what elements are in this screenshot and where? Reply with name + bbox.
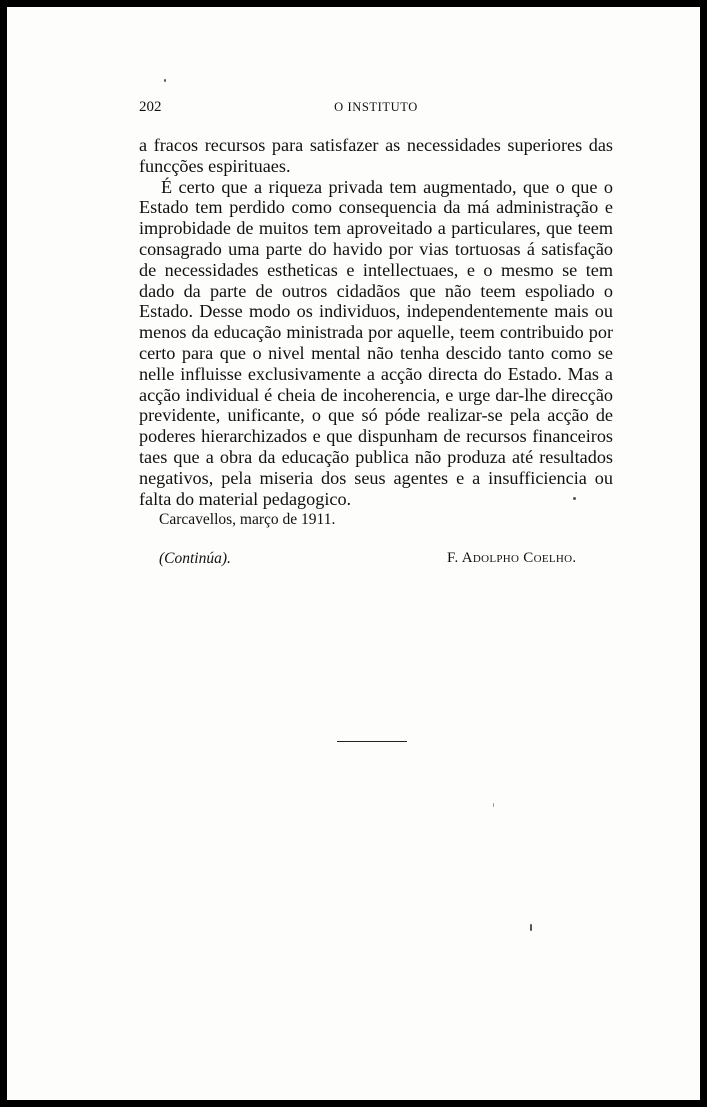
section-divider <box>337 741 407 742</box>
author-signature: F. Adolpho Coelho. <box>447 550 577 566</box>
page-header <box>139 99 613 121</box>
place-and-date: Carcavellos, março de 1911. <box>159 511 336 528</box>
continued-note: (Continúa). <box>159 550 231 567</box>
paragraph-continuation: a fracos recursos para satisfazer as necessidades superiores das funcções espirituaes. <box>139 135 613 176</box>
document-page <box>7 7 700 1100</box>
print-speck <box>493 803 494 807</box>
paragraph-main: É certo que a riqueza privada tem augmentado, que o que o Estado tem perdido como consequencia da má administração e improbidade de muitos tem aproveitado a particulares, que teem consagrado uma parte do havido por vias tortuosas á satisfação de necessidades estheticas e intellectuaes, e o mesmo se tem dado da parte de outros cidadãos que não teem espoliado o Estado. Desse modo os individuos, independentemente mais ou menos da educação ministrada por aquelle, teem contribuido por certo para que o nivel mental não tenha descido tanto como se nelle influisse exclusivamente a acção directa do Estado. Mas a acção individual é cheia de incoherencia, e urge dar-lhe direcção previdente, unificante, o que só póde realizar-se pela acção de poderes hierarchizados e que dispunham de recursos financeiros taes que a obra da educação publica não produza até resultados negativos, pela miseria dos seus agentes e a insufficiencia ou falta do material pedagogico. <box>139 176 613 509</box>
running-title: O INSTITUTO <box>334 100 418 114</box>
print-speck <box>573 497 576 500</box>
print-speck <box>530 924 532 931</box>
print-speck <box>164 79 166 82</box>
page-number: 202 <box>139 99 162 115</box>
article-body <box>139 135 613 509</box>
